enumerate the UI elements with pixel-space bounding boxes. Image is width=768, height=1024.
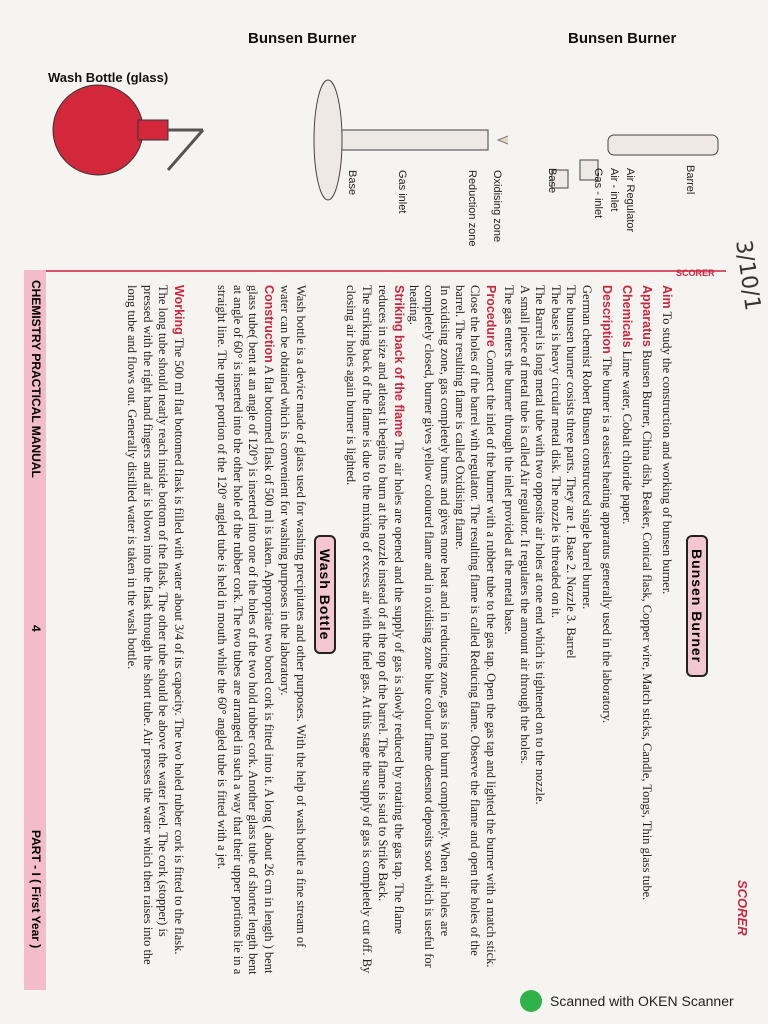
- chemicals-label: Chemicals: [620, 285, 634, 348]
- desc-line-1: The bunsen burner cosists three parts. They are 1. Base 2. Nozzle 3. Barrel: [564, 285, 579, 659]
- label-base-2: Base: [346, 170, 358, 196]
- oken-logo-icon: [520, 990, 542, 1012]
- figure-title-wash: Wash Bottle (glass): [48, 70, 169, 85]
- figure-title-bunsen: Bunsen Burner: [568, 30, 677, 47]
- desc-line-2: The base is heavy circular metal disk. The nozzle is threaded on it.: [549, 285, 563, 618]
- desc-line-0: German chemist Robert Bunsen constructed single barrel burner.: [580, 285, 594, 610]
- scanner-watermark: [520, 990, 734, 1012]
- section-title-wash: Wash Bottle: [314, 535, 336, 654]
- label-reduction-zone: Reduction zone: [466, 170, 478, 247]
- figure-wash-bottle: [48, 20, 208, 260]
- desc-line-5: The gas enters the burner through the inlet provided at the metal base.: [502, 285, 517, 635]
- footer-part: PART - I ( First Year ): [29, 830, 43, 949]
- bunsen-parts-svg: [548, 20, 728, 260]
- working-label: Working: [172, 285, 186, 335]
- section-title-bunsen: Bunsen Burner: [686, 535, 708, 677]
- divider-red: [36, 270, 726, 272]
- oxidising-text: In oxidising zone, gas completely burns and gives more heat and in reducing zone, gas is not burnt completely. When air holes are completely closed, burner gives yellow coloured flame and in oxidising zone blue colour flame doesnot deposits soot which is useful for heating.: [407, 285, 452, 968]
- wash-intro: Wash bottle is a device made of glass used for washing precipitates and other purposes. With the help of wash bottle a fine stream of water can be obtained which is convenient for washing purposes in the laboratory.: [278, 285, 308, 948]
- figure-bunsen-parts: [548, 20, 728, 260]
- description-label: Description: [600, 285, 614, 354]
- working-text: The 500 ml flat bottomed flask is filled with water about 3/4 of its capacity. The two holed rubber cork is fitted to the flask. The long tube should nearly reach inside bottom of the flask. The other tube should be above the water level. The cork (stopper) is pressed with the right hand fingers and air is blown into the flask through the short tube. Air presses the water which then raises into the long tube and flows out. Generally distilled water is taken in the wash bottle.: [125, 285, 186, 965]
- strike-label: Striking back of the flame: [392, 285, 406, 438]
- apparatus-text: Bunsen Burner, China dish, Beaker, Conical flask, Copper wire, Match sticks, Candle, Tongs, Thin glass tube.: [640, 349, 654, 901]
- aim-text: To study the construction and working of bunsen burner.: [660, 311, 674, 595]
- brand-scorer-top: SCORER: [735, 880, 750, 936]
- figure-flame: [308, 20, 508, 260]
- figure-title-bunsen-2: Bunsen Burner: [248, 30, 357, 47]
- label-air-regulator: Air Regulator: [624, 168, 636, 233]
- aim-label: Aim: [660, 285, 674, 309]
- procedure-label: Procedure: [484, 285, 498, 347]
- footer-manual: CHEMISTRY PRACTICAL MANUAL: [29, 280, 43, 478]
- apparatus-label: Apparatus: [640, 285, 654, 347]
- strike-text: The air holes are opened and the supply of gas is slowly reduced by rotating the gas tap. The flame reduces in size and atleast it begins to burn at the nozzle instead of at the top of the barrel. The flame is said to Strike Back.: [376, 285, 406, 935]
- chemicals-text: Lime water, Cobalt chloride paper.: [620, 350, 634, 525]
- construction-text: A flat bottomed flask of 500 ml is taken. Appropriate two bored cork is fitted into it. A long ( about 26 cm in length ) bent glass tube( bent at an angle of 120°) is inserted into one of the holes of the two hold rubber cork. Another glass tube of shorter length bent at angle of 60° is inserted into the other hole of the rubber cork. The two tubes are arranged in such a way that their upper portions lie in a straight line. The upper portion of the 120° angled tube is held in mouth while the 60° angled tube is fitted with a jet.: [215, 285, 276, 975]
- label-oxidising-zone: Oxidising zone: [491, 170, 503, 243]
- flame-svg: [308, 20, 508, 260]
- main-text: [68, 285, 708, 975]
- brand-scorer-divider: SCORER: [676, 268, 715, 278]
- label-air-inlet: Air - inlet: [608, 168, 620, 212]
- description-text: The burner is a easiest heating apparatus generally used in the laboratory.: [600, 356, 614, 724]
- label-gas-inlet: Gas - inlet: [592, 168, 604, 219]
- procedure-text: Connect the inlet of the burner with a rubber tube to the gas tap. Open the gas tap and lighted the burner with a match stick. Close the holes of the barrel with regulator. The resulting flame is called Reducing flame. Observe the flame and open the holes of the barrel. The resulting flame is called Oxidising flame.: [453, 285, 498, 968]
- footer-bar: [24, 270, 46, 990]
- desc-line-4: A small piece of metal tube is called Air regulator. It regulates the amount air through the holes.: [518, 285, 532, 764]
- description-lines: [501, 285, 594, 975]
- construction-label: Construction: [262, 285, 276, 363]
- handwritten-note: 3/10/1: [730, 238, 765, 313]
- label-barrel: Barrel: [684, 165, 696, 195]
- strike-text-2: The striking back of the flame is due to the mixing of excess air with the fuel gas. At this stage the supply of gas is completely cut off. By closing air holes again burner is lighted.: [344, 285, 374, 974]
- footer-page: 4: [29, 625, 43, 632]
- label-base: Base: [546, 168, 558, 194]
- wash-bottle-svg: [48, 20, 208, 260]
- watermark-text: Scanned with OKEN Scanner: [550, 993, 734, 1009]
- label-gas-inlet-2: Gas inlet: [396, 170, 408, 214]
- desc-line-3: The Barrel is long metal tube with two opposite air holes at one end which is tightened on to the nozzle.: [533, 285, 548, 805]
